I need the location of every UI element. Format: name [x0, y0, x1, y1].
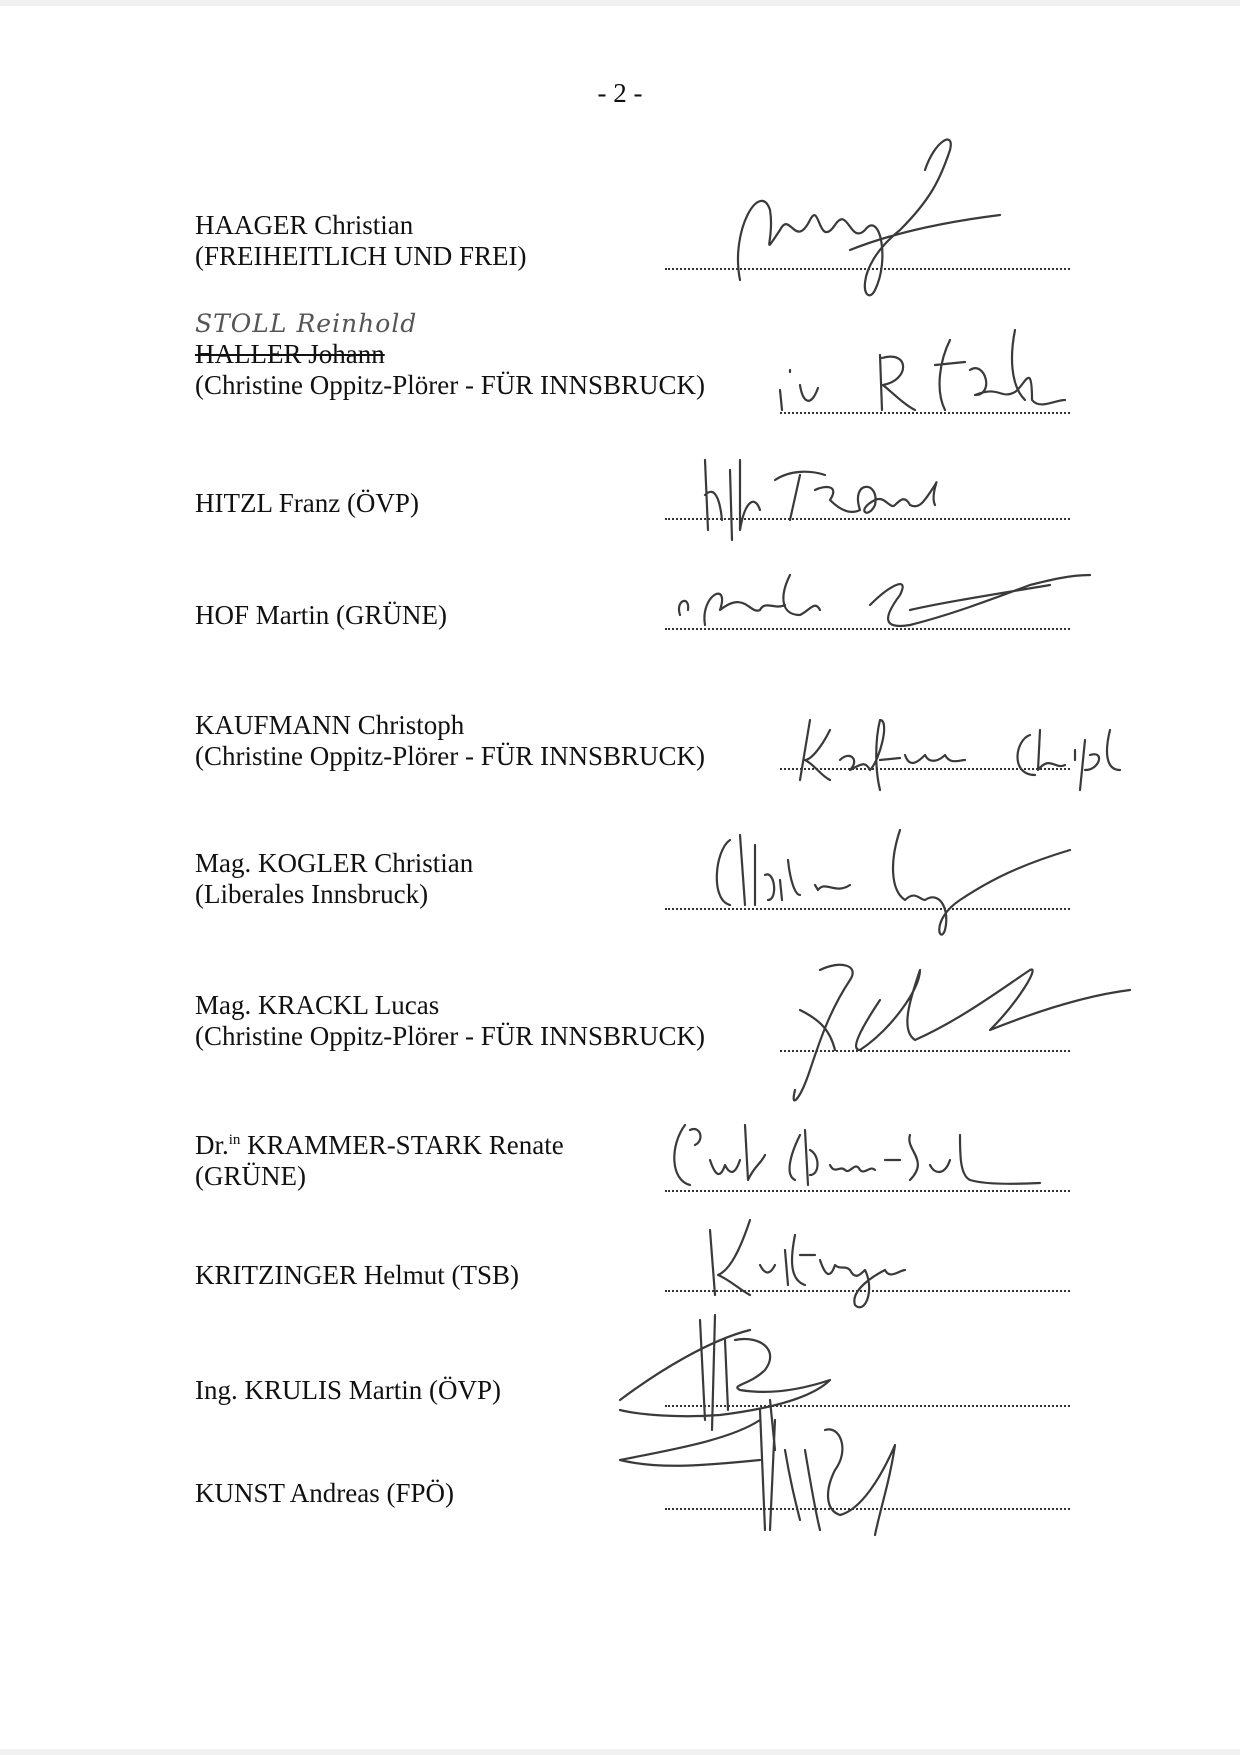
signatory-haager: [195, 210, 526, 272]
signature-hof: [650, 555, 1130, 645]
signature-kogler: [700, 820, 1080, 950]
signatory-kogler: [195, 848, 473, 910]
signatory-name: KAUFMANN Christoph: [195, 710, 465, 740]
academic-title: Dr.: [195, 1130, 229, 1160]
signatory-party: (Christine Oppitz-Plörer - FÜR INNSBRUCK): [195, 1021, 705, 1051]
signatory-party: (GRÜNE): [195, 1161, 306, 1191]
signatory-name: KRAMMER-STARK Renate: [247, 1130, 564, 1160]
signatory-name: KRITZINGER Helmut (TSB): [195, 1260, 519, 1290]
scan-top-edge: [0, 0, 1240, 6]
signatory-name: KUNST Andreas (FPÖ): [195, 1478, 455, 1508]
signatory-name-line: [195, 1125, 564, 1161]
struck-name: HALLER Johann: [195, 339, 385, 369]
signatory-krulis: [195, 1375, 501, 1406]
signatory-name: HITZL Franz (ÖVP): [195, 488, 419, 518]
signature-krammer-stark: [660, 1105, 1090, 1205]
signature-kunst: [610, 1390, 970, 1540]
signatory-party: (Christine Oppitz-Plörer - FÜR INNSBRUCK): [195, 741, 705, 771]
signatory-name: Ing. KRULIS Martin (ÖVP): [195, 1375, 501, 1405]
signatory-party: (Liberales Innsbruck): [195, 879, 429, 909]
signature-stoll: [770, 300, 1070, 430]
signature-haager: [700, 120, 1020, 320]
signatory-name: HAAGER Christian: [195, 210, 414, 240]
signature-hitzl: [690, 440, 970, 550]
signatory-hitzl: [195, 488, 419, 519]
signatory-name: Mag. KRACKL Lucas: [195, 990, 440, 1020]
signatory-name: Mag. KOGLER Christian: [195, 848, 474, 878]
signatory-name: HOF Martin (GRÜNE): [195, 600, 447, 630]
signatory-krackl: [195, 990, 705, 1052]
signatory-kritzinger: [195, 1260, 519, 1291]
page-number: - 2 -: [597, 78, 643, 108]
scan-bottom-edge: [0, 1749, 1240, 1755]
signatory-stoll-haller: [195, 308, 705, 401]
signatory-kunst: [195, 1478, 454, 1509]
signatory-krammer-stark: [195, 1125, 564, 1192]
signatory-hof: [195, 600, 447, 631]
signatory-party: (Christine Oppitz-Plörer - FÜR INNSBRUCK): [195, 370, 705, 400]
signature-kaufmann: [780, 700, 1180, 800]
signatory-kaufmann: [195, 710, 705, 772]
handwritten-name-insert: STOLL Reinhold: [195, 309, 418, 338]
signatory-party: (FREIHEITLICH UND FREI): [195, 241, 527, 271]
academic-title-suffix: in: [228, 1132, 241, 1148]
signature-krackl: [740, 950, 1140, 1120]
